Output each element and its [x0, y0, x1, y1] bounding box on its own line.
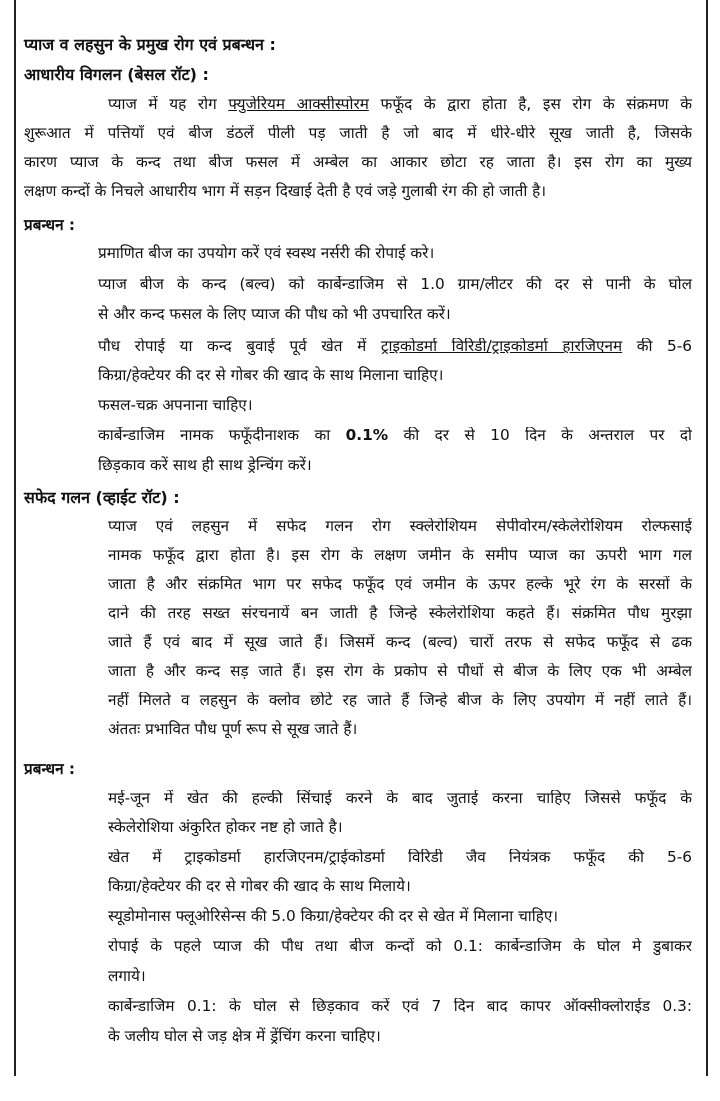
white-rot-line-6: जाता है और कन्द सड़ जाते हैं। इस रोग के प्रकोप से पौधों से बीज के लिए एक भी अम्बेल — [108, 663, 692, 680]
mgmt1-text: पौध रोपाई या कन्द बुवाई पूर्व खेत में — [98, 338, 381, 355]
document-page — [14, 0, 708, 1076]
basal-rot-text: फफूँद के द्वारा होता है, इस रोग के संक्रमण के — [368, 96, 692, 113]
mgmt1-text: की 5-6 — [622, 338, 692, 355]
basal-rot-para-line-4: लक्षण कन्दों के निचले आधारीय भाग में सड़न दिखाई देती है एवं जड़े गुलाबी रंग की हो जाती है। — [24, 182, 547, 200]
white-rot-line-8: अंततः प्रभावित पौध पूर्ण रूप से सूख जाते हैं। — [108, 720, 358, 738]
basal-rot-para-line-3: कारण प्याज के कन्द तथा बीज फसल में अम्बेल का आकार छोटा रह जाता है। इस रोग का मुख्य — [24, 154, 692, 171]
mgmt1-line-2: प्याज बीज के कन्द (बल्व) को कार्बेन्डाजिम से 1.0 ग्राम/लीटर की दर से पानी के घोल — [98, 276, 692, 293]
white-rot-line-1: प्याज एवं लहसुन में सफेद गलन रोग स्क्लेरोशियम सेपीवोरम/स्केलेरोशियम रोल्फसाई — [108, 518, 692, 535]
basal-rot-text: प्याज में यह रोग — [108, 96, 229, 113]
white-rot-line-3: जाता है और संक्रमित भाग पर सफेद फफूँद एवं जमीन के ऊपर हल्के भूरे रंग के सरसों के — [108, 576, 692, 593]
mgmt2-line-7: लगाये। — [108, 967, 146, 985]
basal-rot-heading: आधारीय विगलन (बेसल रॉट) : — [24, 65, 209, 84]
management-heading-2: प्रबन्धन : — [24, 760, 76, 778]
white-rot-line-7: नहीं मिलते व लहसुन के क्लोव छोटे रह जाते हैं जिन्हे बीज के लिए उपयोग में नहीं लाते हैं। — [108, 692, 692, 709]
mgmt2-line-8: कार्बेन्डाजिम 0.1: के घोल से छिड़काव करें एवं 7 दिन बाद कापर ऑक्सीक्लोराईड 0.3: — [108, 998, 692, 1015]
mgmt1-line-5: किग्रा/हेक्टेयर की दर से गोबर की खाद के साथ मिलाना चाहिए। — [98, 366, 444, 384]
mgmt1-text: की दर से 10 दिन के अन्तराल पर दो — [388, 427, 692, 444]
page-title: प्याज व लहसुन के प्रमुख रोग एवं प्रबन्धन : — [24, 35, 276, 54]
basal-rot-para-line-2: शुरूआत में पत्तियाँ एवं बीज डंठलें पीली पड़ जाती है जो बाद में धीरे-धीरे सूख जाती है, जिसके — [24, 125, 692, 142]
white-rot-heading: सफेद गलन (व्हाईट रॉट) : — [24, 488, 180, 507]
basal-rot-para-line-1 — [108, 96, 692, 115]
mgmt2-line-1: मई-जून में खेत की हल्की सिंचाई करने के बाद जुताई करना चाहिए जिससे फफूँद के — [108, 790, 692, 807]
mgmt1-line-3: से और कन्द फसल के लिए प्याज की पौध को भी उपचारित करें। — [98, 305, 451, 323]
mgmt1-line-8: छिड़काव करें साथ ही साथ ड्रेन्चिंग करें। — [98, 456, 312, 474]
mgmt1-line-4 — [98, 338, 692, 357]
mgmt1-text: कार्बेन्डाजिम नामक फफूँदीनाशक का — [98, 427, 346, 444]
mgmt2-line-9: के जलीय घोल से जड़ क्षेत्र में ड्रेंचिंग करना चाहिए। — [108, 1027, 381, 1045]
mgmt1-line-6: फसल-चक्र अपनाना चाहिए। — [98, 396, 253, 414]
mgmt2-line-6: रोपाई के पहले प्याज की पौध तथा बीज कन्दों को 0.1: कार्बेन्डाजिम के घोल मे डुबाकर — [108, 938, 692, 955]
pathogen-name: फ्युजेरियम आक्सीस्पोरम — [228, 96, 369, 113]
mgmt2-line-3: खेत में ट्राइकोडर्मा हारजिएनम/ट्राईकोडर्मा विरिडी जैव नियंत्रक फफूँद की 5-6 — [108, 849, 692, 866]
mgmt2-line-5: स्यूडोमोनास फ्लूओरिसेन्स की 5.0 किग्रा/हेक्टेयर की दर से खेत में मिलाना चाहिए। — [108, 907, 559, 925]
concentration-value: 0.1% — [345, 427, 389, 444]
mgmt2-line-2: स्केलेरोशिया अंकुरित होकर नष्ट हो जाते है। — [108, 818, 343, 836]
mgmt1-line-1: प्रमाणित बीज का उपयोग करें एवं स्वस्थ नर्सरी की रोपाई करे। — [98, 244, 435, 262]
mgmt1-line-7 — [98, 427, 692, 446]
management-heading-1: प्रबन्धन : — [24, 216, 76, 234]
white-rot-line-5: जाते हैं एवं बाद में सूख जाते हैं। जिसमें कन्द (बल्व) चारों तरफ से सफेद फफूँद से ढक — [108, 634, 692, 651]
white-rot-line-2: नामक फफूँद द्वारा होता है। इस रोग के लक्षण जमीन के समीप प्याज का ऊपरी भाग गल — [108, 547, 692, 564]
trichoderma-name: ट्राइकोडर्मा विरिडी/ट्राइकोडर्मा हारजिएनम — [380, 338, 623, 355]
white-rot-line-4: दाने की तरह सख्त संरचनायें बन जाती है जिन्हे स्केलेरोशिया कहते हैं। संक्रमित पौध मुरझा — [108, 605, 692, 622]
mgmt2-line-4: किग्रा/हेक्टेयर की दर से गोबर की खाद के साथ मिलाये। — [108, 877, 411, 895]
